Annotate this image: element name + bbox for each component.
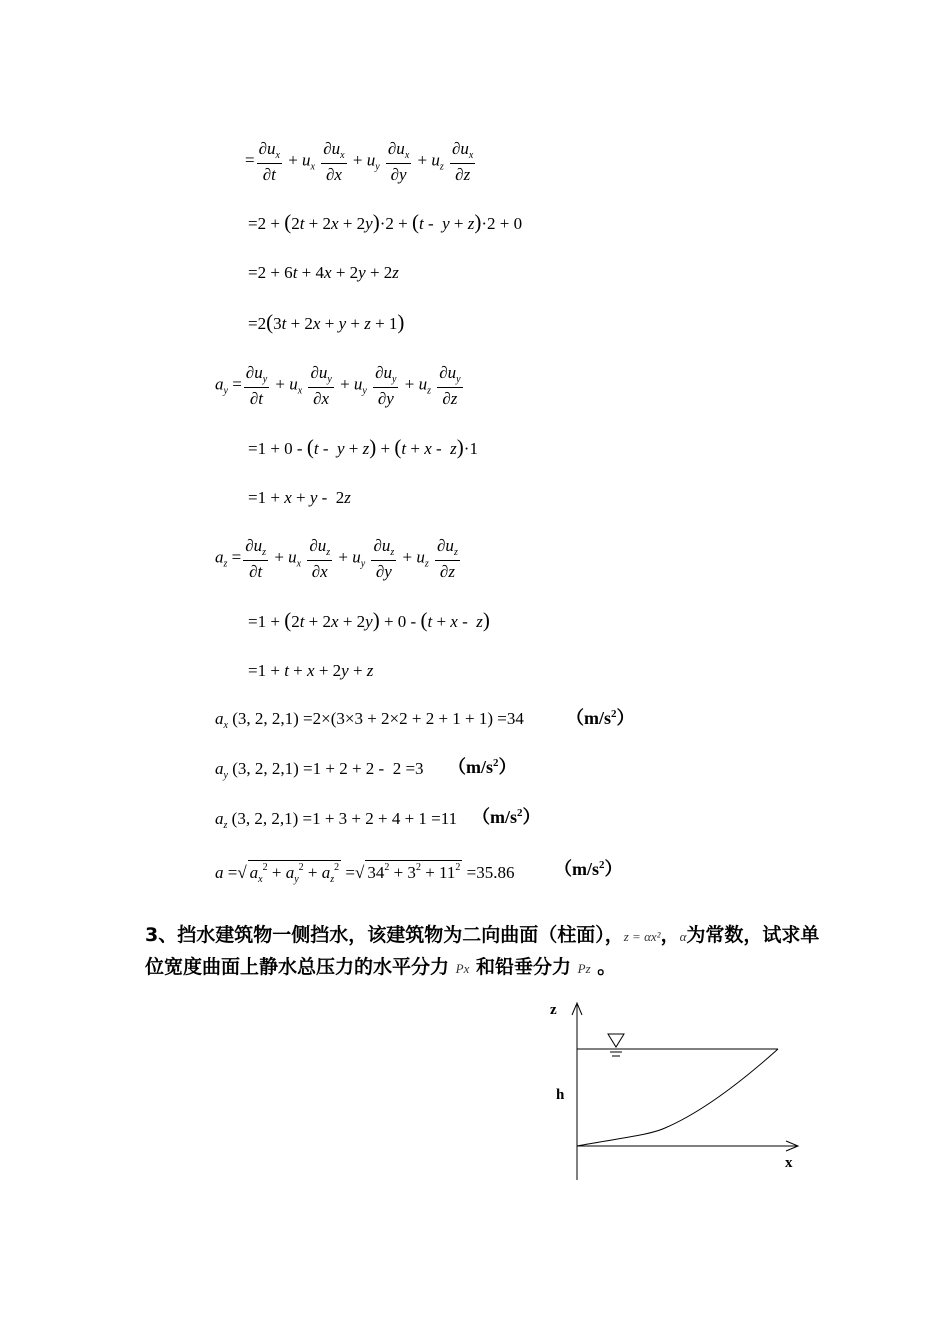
ax-line-2: =2 + (2t + 2x + 2y)·2 + (t - y + z)·2 + 0 bbox=[248, 210, 523, 234]
a-unit: $(m/s^2)$ bbox=[554, 859, 623, 879]
az-result: $a_z$ (3, 2, 2,1) =1 + 3 + 2 + 4 + 1 =11 bbox=[215, 809, 458, 831]
problem-text-3: 和铅垂分力 bbox=[475, 956, 571, 978]
az-line-3: =1 + t + x + 2y + z bbox=[248, 661, 374, 680]
ay-line-3: =1 + x + y - 2z bbox=[248, 488, 351, 507]
ax-line-1: = $\frac{\partial u_x}{\partial t}$ + $u_x$ $\frac{\partial u_x}{\partial x}$ + $u_y$ $\frac{\partial u_x}{\partial y}$ + $u_z$ $\frac{\partial u_x}{\partial z}$ bbox=[245, 139, 474, 184]
problem-sep: ， bbox=[660, 924, 680, 946]
ay-line-2: =1 + 0 - (t - y + z) + (t + x - z)·1 bbox=[248, 435, 478, 459]
a-result: a =√ $a_x^2 + a_y^2 + a_z^2$ =√ $34^2 + 3^2 + 11^2 =35.86$ bbox=[215, 862, 515, 885]
problem-text-end: 。 bbox=[597, 956, 617, 978]
ax-line-4: =2(3t + 2x + y + z + 1) bbox=[248, 310, 405, 334]
ax-line-3: =2 + 6t + 4x + 2y + 2z bbox=[248, 263, 399, 282]
z-label: z bbox=[550, 1002, 557, 1018]
px-symbol: Px bbox=[455, 961, 470, 976]
h-label: h bbox=[556, 1087, 565, 1103]
curved-surface bbox=[577, 1049, 778, 1146]
az-line-1: $a_z$ = $\frac{\partial u_z}{\partial t}$ + $u_x$ $\frac{\partial u_z}{\partial x}$ + $u_y$ $\frac{\partial u_z}{\partial y}$ + $u_z$ $\frac{\partial u_z}{\partial z}$ bbox=[215, 536, 458, 581]
problem-statement bbox=[145, 920, 825, 984]
az-line-2: =1 + (2t + 2x + 2y) + 0 - (t + x - z) bbox=[248, 608, 490, 632]
dam-figure bbox=[540, 995, 820, 1190]
problem-text-2: 为常数，试求单位宽度曲面上静水总压力的水平分力 bbox=[145, 924, 820, 978]
ax-result: $a_x$ (3, 2, 2,1) =2×(3×3 + 2×2 + 2 + 1 + 1) =34 bbox=[215, 709, 524, 731]
ay-unit: $(m/s^2)$ bbox=[448, 757, 517, 777]
formula-z: z = αx² bbox=[623, 929, 661, 944]
problem-text-1: 3、挡水建筑物一侧挡水，该建筑物为二向曲面（柱面）， bbox=[145, 924, 624, 946]
ax-unit: $(m/s^2)$ bbox=[566, 708, 635, 728]
az-unit: $(m/s^2)$ bbox=[472, 807, 541, 827]
ay-result: $a_y$ (3, 2, 2,1) =1 + 2 + 2 - 2 =3 bbox=[215, 759, 424, 781]
alpha-symbol: α bbox=[679, 929, 687, 944]
ay-line-1: $a_y$ = $\frac{\partial u_y}{\partial t}$ + $u_x$ $\frac{\partial u_y}{\partial x}$ + $u_y$ $\frac{\partial u_y}{\partial y}$ + $u_z$ $\frac{\partial u_y}{\partial z}$ bbox=[215, 363, 461, 408]
water-level-icon bbox=[608, 1034, 624, 1047]
x-label: x bbox=[785, 1155, 793, 1171]
pz-symbol: Pz bbox=[577, 961, 591, 976]
